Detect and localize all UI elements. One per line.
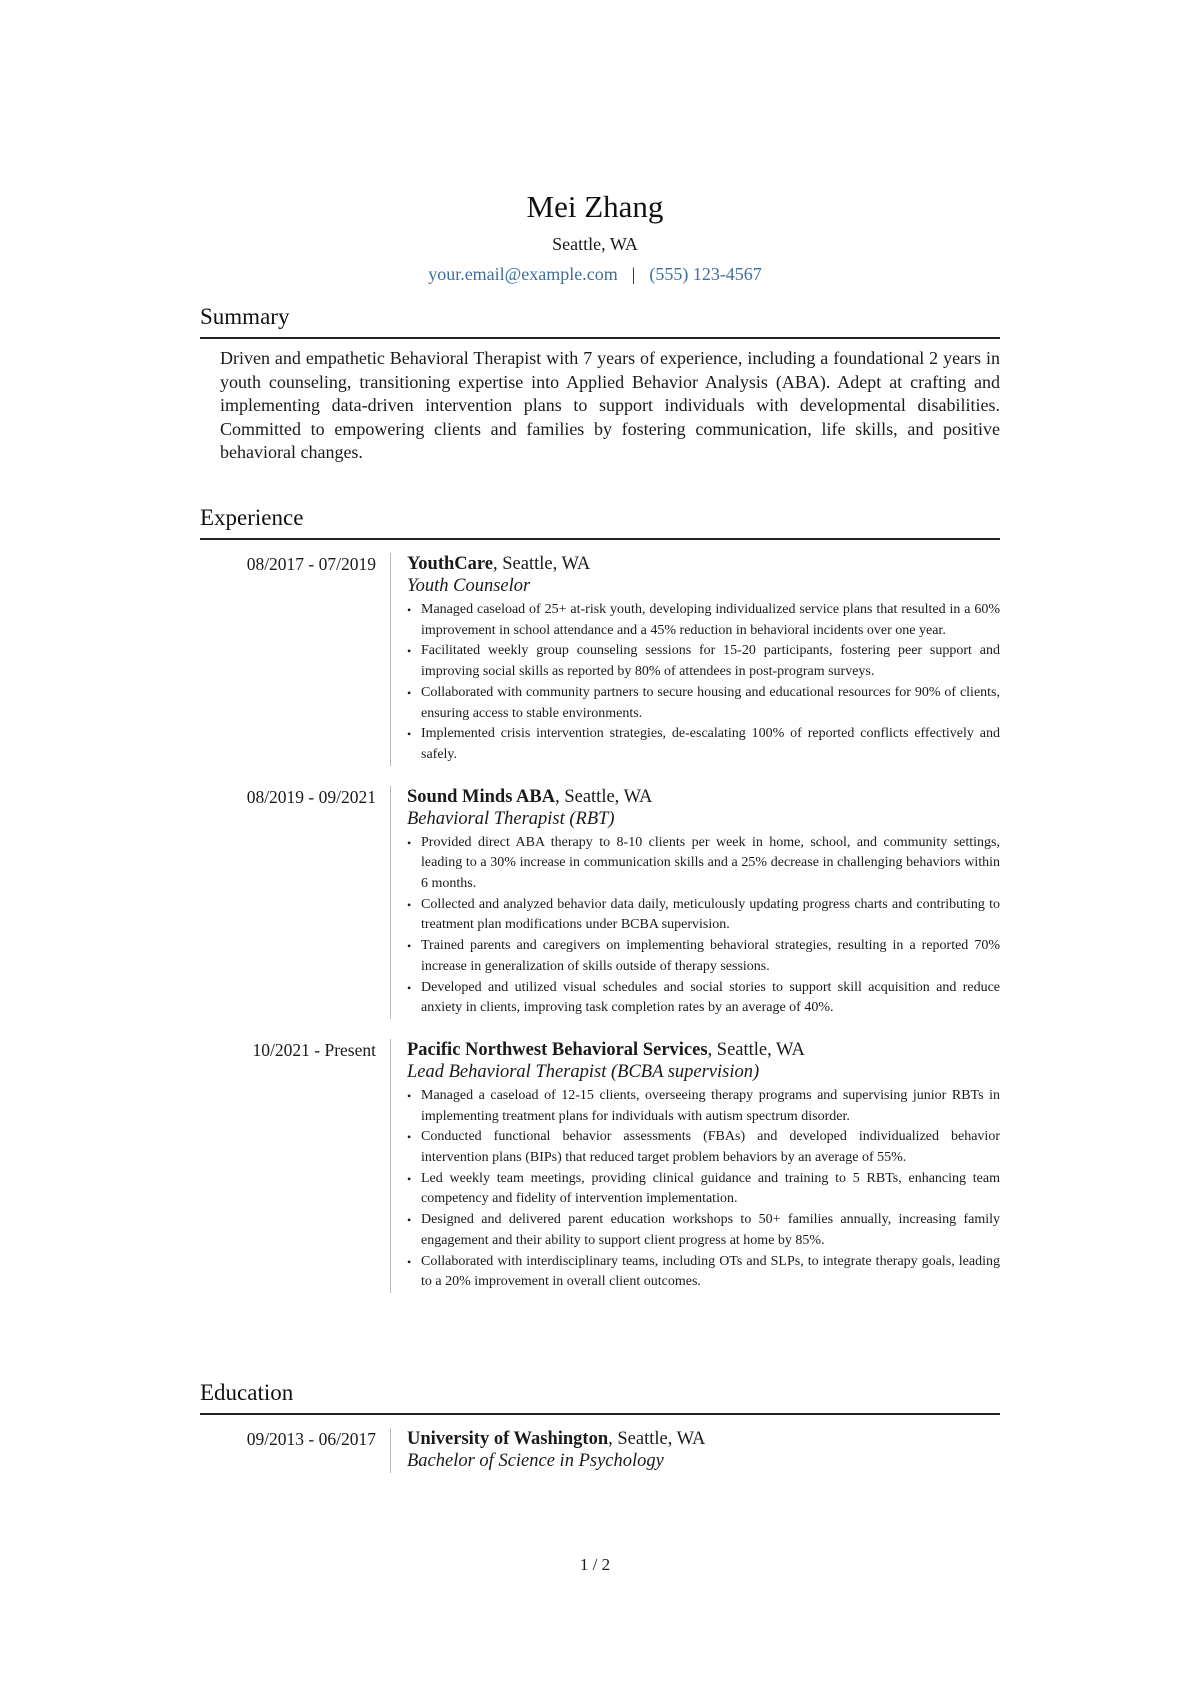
education-heading: Education — [200, 1379, 1000, 1415]
education-section — [200, 1379, 1000, 1473]
degree-title: Bachelor of Science in Psychology — [407, 1451, 664, 1471]
page-number: 1 / 2 — [579, 1555, 611, 1574]
experience-entry — [200, 553, 1000, 766]
job-title: Lead Behavioral Therapist (BCBA supervision) — [407, 1061, 760, 1082]
candidate-name: Mei Zhang — [526, 189, 664, 224]
phone-link[interactable]: (555) 123-4567 — [649, 264, 762, 284]
bullet-item: • Managed a caseload of 12-15 clients, overseeing therapy programs and supervising junior RBTs in implementing treatment plans for individuals with autism spectrum disorder. — [407, 1086, 1000, 1127]
summary-text: Driven and empathetic Behavioral Therapist with 7 years of experience, including a foundational 2 years in youth counseling, transitioning expertise into Applied Behavior Analysis (ABA). Adept at crafting and implementing data-driven intervention plans to support individuals with developmental disabilities. Committed to empowering clients and families by fostering communication, life skills, and positive behavioral changes. — [220, 348, 1000, 462]
bullet-item: • Developed and utilized visual schedules and social stories to support skill acquisition and reduce anxiety in clients, improving task completion rates by an average of 40%. — [407, 978, 1000, 1019]
entry-body — [390, 1039, 1000, 1293]
resume-header — [0, 188, 1190, 286]
bullet-item: • Conducted functional behavior assessments (FBAs) and developed individualized behavior intervention plans (BIPs) that reduced target problem behaviors by an average of 55%. — [407, 1127, 1000, 1168]
entry-heading — [407, 786, 1000, 808]
entry-dates: 08/2017 - 07/2019 — [246, 554, 376, 574]
entry-dates: 10/2021 - Present — [252, 1039, 376, 1060]
entry-body — [390, 786, 1000, 1019]
organization-name: Pacific Northwest Behavioral Services — [407, 1039, 708, 1060]
contact-separator: | — [631, 264, 636, 284]
experience-heading: Experience — [200, 504, 1000, 540]
entry-body — [390, 553, 1000, 766]
organization-location: , Seattle, WA — [555, 786, 653, 807]
bullet-item: • Collaborated with interdisciplinary teams, including OTs and SLPs, to integrate therapy goals, leading to a 20% improvement in overall client outcomes. — [407, 1252, 1000, 1293]
entry-heading — [407, 553, 1000, 575]
organization-location: , Seattle, WA — [707, 1039, 805, 1060]
organization-name: Sound Minds ABA — [407, 786, 556, 807]
bullet-list — [407, 1086, 1000, 1293]
bullet-list — [407, 833, 1000, 1019]
summary-section — [200, 303, 1000, 465]
bullet-item: • Led weekly team meetings, providing clinical guidance and training to 5 RBTs, enhancing team competency and fidelity of intervention implementation. — [407, 1169, 1000, 1210]
entry-dates: 09/2013 - 06/2017 — [246, 1429, 376, 1449]
experience-entry — [200, 1039, 1000, 1293]
entry-body — [390, 1428, 1000, 1473]
institution-location: , Seattle, WA — [608, 1429, 706, 1449]
education-entry — [200, 1428, 1000, 1473]
bullet-list — [407, 600, 1000, 766]
candidate-location: Seattle, WA — [552, 234, 638, 254]
bullet-item: • Trained parents and caregivers on implementing behavioral strategies, resulting in a reported 70% increase in generalization of skills outside of therapy sessions. — [407, 936, 1000, 977]
bullet-item: • Collected and analyzed behavior data daily, meticulously updating progress charts and contributing to treatment plan modifications under BCBA supervision. — [407, 895, 1000, 936]
summary-heading: Summary — [200, 303, 1000, 339]
bullet-item: • Managed caseload of 25+ at-risk youth, developing individualized service plans that resulted in a 60% improvement in school attendance and a 45% reduction in behavioral incidents over one year. — [407, 600, 1000, 641]
bullet-item: • Provided direct ABA therapy to 8-10 clients per week in home, school, and community settings, leading to a 30% increase in communication skills and a 25% decrease in challenging behaviors within 6 months. — [407, 833, 1000, 895]
bullet-item: • Designed and delivered parent education workshops to 50+ families annually, increasing family engagement and their ability to support client progress at home by 85%. — [407, 1210, 1000, 1251]
organization-location: , Seattle, WA — [493, 554, 591, 574]
experience-entry — [200, 786, 1000, 1019]
contact-line — [0, 262, 1190, 286]
organization-name: YouthCare — [407, 554, 493, 574]
entry-dates: 08/2019 - 09/2021 — [246, 786, 376, 807]
bullet-item: • Facilitated weekly group counseling sessions for 15-20 participants, fostering peer support and improving social skills as reported by 80% of attendees in post-program surveys. — [407, 641, 1000, 682]
experience-section — [200, 504, 1000, 1293]
entry-heading — [407, 1039, 1000, 1061]
bullet-item: • Implemented crisis intervention strategies, de-escalating 100% of reported conflicts effectively and safely. — [407, 724, 1000, 765]
email-link[interactable]: your.email@example.com — [428, 264, 618, 284]
job-title: Youth Counselor — [407, 576, 531, 596]
entry-heading — [407, 1428, 1000, 1450]
bullet-item: • Collaborated with community partners to secure housing and educational resources for 90% of clients, ensuring access to stable environments. — [407, 683, 1000, 724]
institution-name: University of Washington — [407, 1429, 609, 1449]
job-title: Behavioral Therapist (RBT) — [407, 808, 615, 829]
